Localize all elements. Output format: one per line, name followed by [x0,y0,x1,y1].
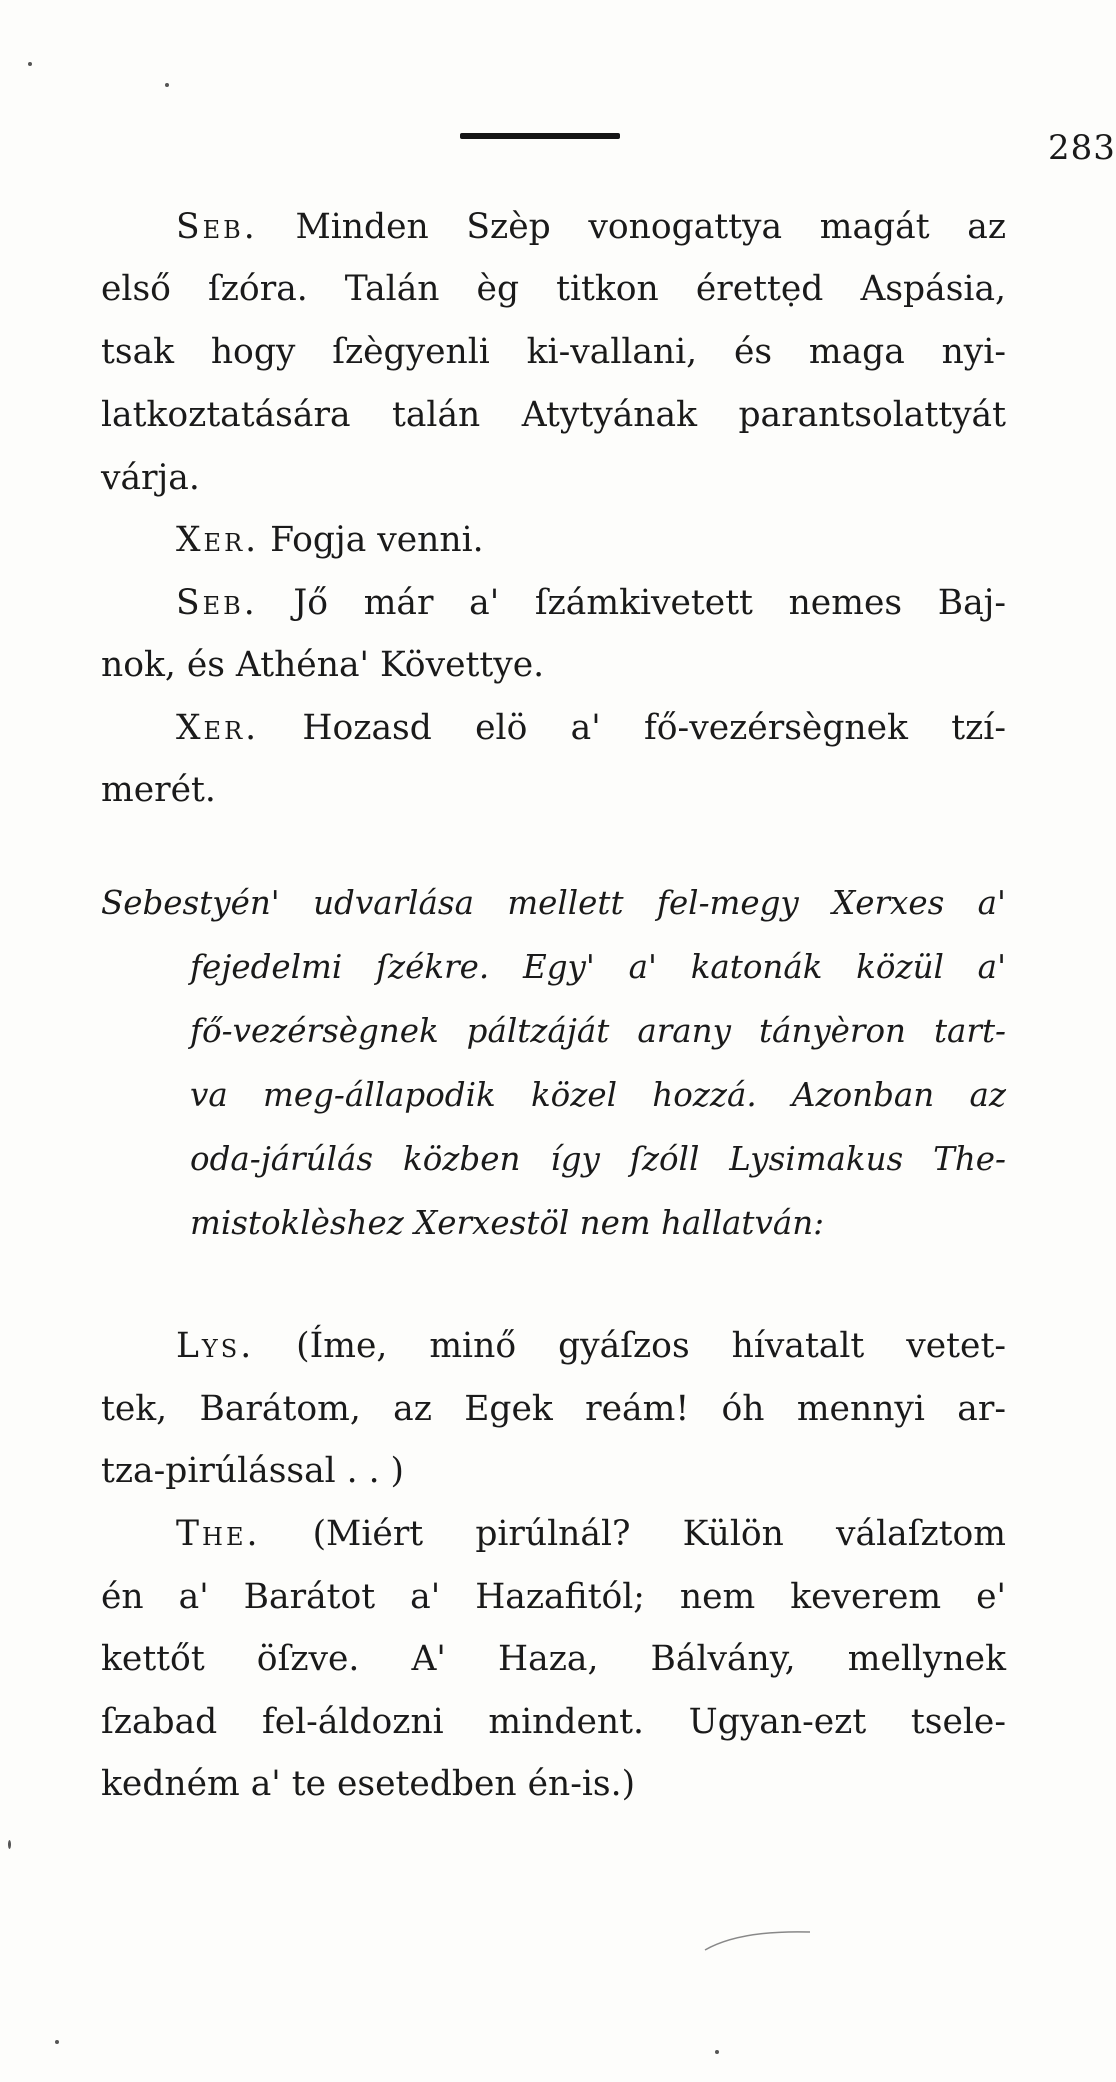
text-line: első ſzóra. Talán èg titkon érettẹd Aspásia, [101,269,1006,309]
text-line: latkoztatására talán Atytyának parantsolattyát [101,395,1006,435]
text-line: kettőt öſzve. A' Haza, Bálvány, mellynek [101,1639,1006,1679]
text-line: én a' Barátot a' Hazafitól; nem keverem e' [101,1577,1006,1617]
stage-direction-line: fő-vezérsègnek páltzáját arany tányèron tart- [190,1012,1006,1050]
stage-direction-line: Sebestyén' udvarlása mellett fel-megy Xerxes a' [101,884,1006,922]
ink-speck [28,62,32,66]
text-line: Seb. Minden Szèp vonogattya magát az [176,207,1006,247]
text-line: kedném a' te esetedben én-is.) [101,1764,636,1804]
speaker-label: Xer. [176,708,260,748]
header-rule [460,133,620,139]
text-line: Xer. Hozasd elö a' fő-vezérsègnek tzí- [176,708,1006,748]
ink-stroke [700,1920,820,1960]
speaker-label: Lys. [176,1326,255,1366]
stage-direction-line: fejedelmi ſzékre. Egy' a' katonák közül a' [190,948,1006,986]
text-line: nok, és Athéna' Követtye. [101,645,545,685]
ink-speck [55,2040,59,2044]
text-line: Lys. (Íme, minő gyáſzos hívatalt vetet- [176,1326,1006,1366]
stage-direction-line: va meg-állapodik közel hozzá. Azonban az [190,1076,1006,1114]
ink-speck [715,2050,719,2054]
speaker-label: Seb. [176,583,258,623]
text-line: Seb. Jő már a' ſzámkivetett nemes Baj- [176,583,1006,623]
page-number: 283 [1048,128,1116,168]
text-line: tek, Barátom, az Egek reám! óh mennyi ar- [101,1389,1006,1429]
text-line: tza-pirúlással . . ) [101,1451,405,1491]
speaker-label: Xer. [176,520,260,560]
text-line: Xer. Fogja venni. [176,520,484,560]
text-line: tsak hogy ſzègyenli ki-vallani, és maga nyi- [101,332,1006,372]
text-line: várja. [101,458,200,498]
text-line: The. (Miért pirúlnál? Külön válaſztom [176,1514,1006,1554]
text-line: ſzabad fel-áldozni mindent. Ugyan-ezt tsele- [101,1702,1006,1742]
stage-direction-line: mistoklèshez Xerxestöl nem hallatván: [190,1204,825,1242]
ink-speck [165,83,169,87]
speaker-label: The. [176,1514,261,1554]
text-line: merét. [101,770,216,810]
stage-direction-line: oda-járúlás közben így ſzóll Lysimakus The- [190,1140,1006,1178]
ink-speck [8,1840,11,1849]
speaker-label: Seb. [176,207,258,247]
